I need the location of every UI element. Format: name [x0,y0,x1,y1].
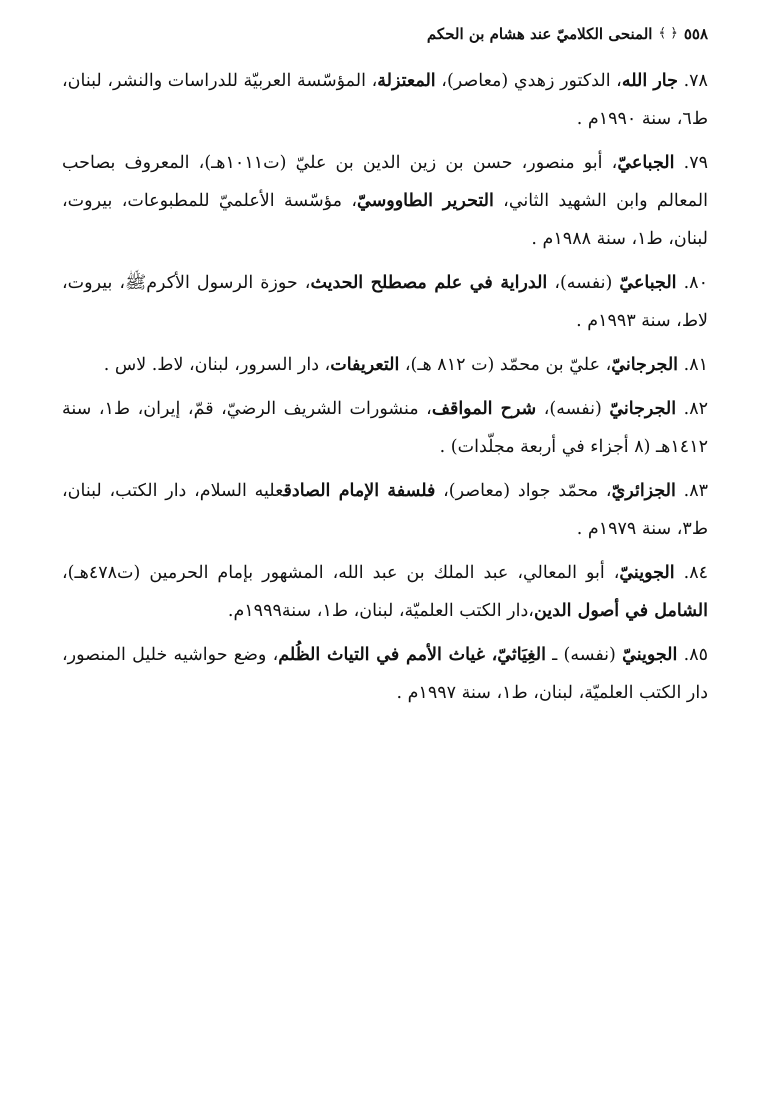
entry-title: شرح المواقف [431,399,537,419]
entry-number: ٨٠. [683,273,708,293]
entry-details: ، الدكتور زهدي (معاصر)، [435,71,622,91]
entry-details: (نفسه)، [536,399,610,419]
entry-title: الشامل في أصول الدين [533,601,708,621]
bibliography-entry-84 [62,554,708,630]
entry-number: ٧٩. [683,153,708,173]
bibliography-entry-81 [62,346,708,384]
entry-number: ٨٤. [683,563,708,583]
entry-author: جار الله [621,71,678,91]
entry-number: ٨٢. [683,399,708,419]
running-header [62,20,708,48]
entry-details: ، أبو منصور، حسن بن زين الدين بن عليّ (ت١٠١١هـ)، المعروف بصاحب المعالم وابن الشهيد الثاني، [62,153,708,211]
entry-details: (نفسه)، [547,273,620,293]
header-ornament: ﴿ ﴾ [658,26,678,41]
entry-details: (نفسه) ـ [545,645,623,665]
entry-details: ، أبو المعالي، عبد الملك بن عبد الله، المشهور بإمام الحرمين (ت٤٧٨هـ)، [62,563,620,583]
entry-title: الغِيَاثيّ، غياث الأمم في التياث الظُلم [278,645,546,665]
page [62,20,708,718]
bibliography-entry-82 [62,390,708,466]
bibliography-entry-83 [62,472,708,548]
entry-author: الجباعيّ [619,273,677,293]
entry-details: ، عليّ بن محمّد (ت ٨١٢ هـ)، [399,355,612,375]
entry-author: الجرجانيّ [611,355,679,375]
entry-publication: ،دار الكتب العلميّة، لبنان، ط١، سنة١٩٩٩م. [227,601,534,621]
entry-publication: ، وضع حواشيه خليل المنصور، دار الكتب العلميّة، لبنان، ط١، سنة ١٩٩٧م . [62,645,708,703]
entry-publication: ، مؤسّسة الأعلميّ للمطبوعات، بيروت، لبنان، ط١، سنة ١٩٨٨م . [62,191,708,249]
entry-author: الجرجانيّ [609,399,677,419]
entry-publication: ، دار السرور، لبنان، لاط. لاس . [103,355,331,375]
entry-author: الجزائريّ [611,481,676,501]
entry-details: ، محمّد جواد (معاصر)، [435,481,612,501]
entry-number: ٧٨. [683,71,708,91]
entry-title: المعتزلة [377,71,436,91]
entry-publication: ، المؤسّسة العربيّة للدراسات والنشر، لبنان، ط٦، سنة ١٩٩٠م . [62,71,708,129]
entry-title: فلسفة الإمام الصادق [283,481,436,501]
entry-title: التحرير الطاووسيّ [357,191,494,211]
page-number: ٥٥٨ [683,25,708,43]
entry-author: الجوينيّ [619,563,675,583]
entry-publication: ، حوزة الرسول الأكرمﷺ، بيروت، لاط، سنة ١٩٩٣م . [62,273,708,331]
entry-number: ٨١. [683,355,708,375]
entry-title: التعريفات [330,355,400,375]
entry-publication: ، منشورات الشريف الرضيّ، قمّ، إيران، ط١، سنة ١٤١٢هـ (٨ أجزاء في أربعة مجلّدات) . [62,399,708,457]
bibliography-list [62,62,708,712]
running-title: المنحى الكلاميّ عند هشام بن الحكم [426,25,653,43]
bibliography-entry-85 [62,636,708,712]
entry-author: الجوينيّ [622,645,678,665]
entry-author: الجباعيّ [617,153,675,173]
bibliography-entry-80 [62,264,708,340]
entry-number: ٨٥. [683,645,708,665]
bibliography-entry-78 [62,62,708,138]
bibliography-entry-79 [62,144,708,258]
entry-title: الدراية في علم مصطلح الحديث [310,273,548,293]
entry-number: ٨٣. [683,481,708,501]
entry-publication: عليه السلام، دار الكتب، لبنان، ط٣، سنة ١٩٧٩م . [62,481,708,539]
